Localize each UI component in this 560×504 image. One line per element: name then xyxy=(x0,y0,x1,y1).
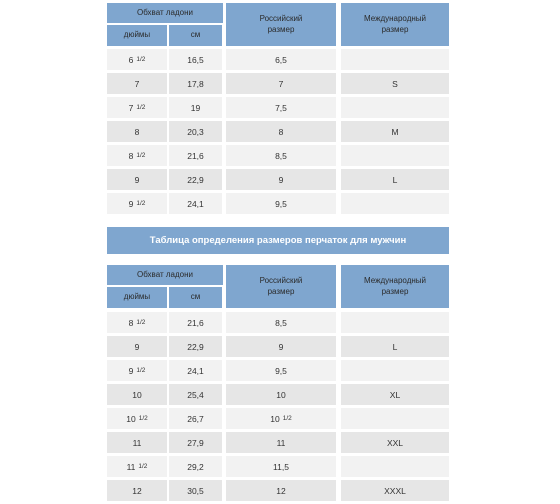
women_table-row-russian-size xyxy=(226,97,336,118)
women_table-russian-size-header: Российский размер xyxy=(226,3,336,46)
men_table-row-inches xyxy=(107,360,167,381)
women_table-row-international-size xyxy=(341,145,449,166)
women_table-row-russian-size xyxy=(226,49,336,70)
women_table-row-russian-size xyxy=(226,145,336,166)
cell-text: 9,5 xyxy=(275,365,287,376)
women_table-row-international-size xyxy=(341,97,449,118)
women_table-row-russian-size xyxy=(226,121,336,142)
men_table-row-inches xyxy=(107,408,167,429)
men_table-row-russian-size xyxy=(226,360,336,381)
cell-text: L xyxy=(392,341,398,352)
men_table-row-russian-size xyxy=(226,408,336,429)
cell-text: 11,5 xyxy=(273,461,289,472)
women_table-row-russian-size xyxy=(226,169,336,190)
cell-fraction: 1/2 xyxy=(138,463,148,470)
cell-fraction: 1/2 xyxy=(136,367,146,374)
men_table-row-cm xyxy=(169,384,222,405)
women_table-row-inches xyxy=(107,121,167,142)
men_table-row-cm xyxy=(169,312,222,333)
cell-text: 9 xyxy=(278,174,284,185)
men_table-row-international-size xyxy=(341,360,449,381)
women_table-row-international-size xyxy=(341,121,449,142)
cell-text: 10 xyxy=(132,389,142,400)
women_table-row-inches xyxy=(107,97,167,118)
cell-text: XXXL xyxy=(384,485,406,496)
cell-text: 25,4 xyxy=(187,389,204,400)
men_table-cm-header: см xyxy=(169,287,222,308)
cell-text: 19 xyxy=(190,102,201,113)
cell-text: 9,5 xyxy=(275,198,287,209)
women_table-row-inches xyxy=(107,49,167,70)
women_table-row-cm xyxy=(169,73,222,94)
cell-text: 7 xyxy=(128,102,134,113)
cell-text: 9 xyxy=(128,365,134,376)
women_table-row-international-size xyxy=(341,49,449,70)
cell-text: 12 xyxy=(132,485,142,496)
cell-text: 9 xyxy=(134,174,140,185)
cell-text: 7,5 xyxy=(275,102,287,113)
cell-text: 11 xyxy=(126,461,136,472)
women_table-row-international-size xyxy=(341,193,449,214)
men_table-row-cm xyxy=(169,480,222,501)
women_table-row-international-size xyxy=(341,73,449,94)
cell-text: 7 xyxy=(278,78,284,89)
cell-text: M xyxy=(391,126,399,137)
cell-text: 6 xyxy=(128,54,134,65)
cell-text: 10 xyxy=(126,413,136,424)
men_table-palm-girth-header: Обхват ладони xyxy=(107,265,223,285)
cell-text: 27,9 xyxy=(187,437,204,448)
women_table-palm-girth-header: Обхват ладони xyxy=(107,3,223,23)
cell-text: 16,5 xyxy=(187,54,204,65)
cell-fraction: 1/2 xyxy=(136,200,146,207)
cell-text: 30,5 xyxy=(187,485,204,496)
cell-text: 8 xyxy=(278,126,284,137)
men_table-row-international-size xyxy=(341,408,449,429)
cell-text: 17,8 xyxy=(187,78,204,89)
cell-text: XL xyxy=(389,389,401,400)
cell-text: S xyxy=(392,78,398,89)
men_table-row-cm xyxy=(169,360,222,381)
men_table-row-inches xyxy=(107,336,167,357)
women_table-row-international-size xyxy=(341,169,449,190)
cell-text: 9 xyxy=(278,341,284,352)
cell-fraction: 1/2 xyxy=(136,56,146,63)
women_table-row-cm xyxy=(169,169,222,190)
cell-text: 22,9 xyxy=(187,174,204,185)
cell-text: 6,5 xyxy=(275,54,287,65)
women_table-row-russian-size xyxy=(226,193,336,214)
cell-text: 24,1 xyxy=(187,198,204,209)
women_table-row-inches xyxy=(107,169,167,190)
men_table-row-inches xyxy=(107,312,167,333)
men_table-row-international-size xyxy=(341,432,449,453)
cell-text: 9 xyxy=(134,341,140,352)
men_table-row-inches xyxy=(107,432,167,453)
men_table-row-inches xyxy=(107,456,167,477)
cell-text: 11 xyxy=(132,437,142,448)
men_table-row-russian-size xyxy=(226,312,336,333)
cell-fraction: 1/2 xyxy=(136,319,146,326)
cell-text: 7 xyxy=(134,78,140,89)
men_table-row-russian-size xyxy=(226,456,336,477)
cell-fraction: 1/2 xyxy=(136,152,146,159)
cell-text: 11 xyxy=(276,437,286,448)
cell-text: 10 xyxy=(276,389,286,400)
men_table-row-international-size xyxy=(341,480,449,501)
cell-text: 22,9 xyxy=(187,341,204,352)
cell-fraction: 1/2 xyxy=(282,415,292,422)
men_table-row-cm xyxy=(169,336,222,357)
cell-text: L xyxy=(392,174,398,185)
men_table-row-cm xyxy=(169,408,222,429)
men_table-inches-header: дюймы xyxy=(107,287,167,308)
cell-text: 24,1 xyxy=(187,365,204,376)
men_table-row-cm xyxy=(169,432,222,453)
cell-text: 8 xyxy=(128,317,134,328)
men_table-international-size-header: Международный размер xyxy=(341,265,449,308)
men_table-row-russian-size xyxy=(226,336,336,357)
cell-text: 29,2 xyxy=(187,461,204,472)
women_table-cm-header: см xyxy=(169,25,222,46)
women_table-row-inches xyxy=(107,73,167,94)
women_table-row-cm xyxy=(169,145,222,166)
men_table-row-russian-size xyxy=(226,432,336,453)
women_table-row-inches xyxy=(107,193,167,214)
men_table-row-international-size xyxy=(341,456,449,477)
cell-text: 8 xyxy=(134,126,140,137)
women_table-row-cm xyxy=(169,193,222,214)
men_table-row-russian-size xyxy=(226,480,336,501)
women_table-row-russian-size xyxy=(226,73,336,94)
women_table-row-cm xyxy=(169,97,222,118)
cell-text: XXL xyxy=(386,437,404,448)
cell-text: 21,6 xyxy=(187,317,204,328)
women_table-row-cm xyxy=(169,121,222,142)
men_table-row-inches xyxy=(107,384,167,405)
cell-text: 9 xyxy=(128,198,134,209)
men_table-row-inches xyxy=(107,480,167,501)
women_table-row-inches xyxy=(107,145,167,166)
cell-fraction: 1/2 xyxy=(138,415,148,422)
cell-text: 8,5 xyxy=(275,317,287,328)
men_table-row-russian-size xyxy=(226,384,336,405)
cell-text: 26,7 xyxy=(187,413,204,424)
men_table-row-international-size xyxy=(341,312,449,333)
cell-text: 21,6 xyxy=(187,150,204,161)
women_table-row-cm xyxy=(169,49,222,70)
cell-text: 12 xyxy=(276,485,286,496)
women_table-international-size-header: Международный размер xyxy=(341,3,449,46)
men_table-row-international-size xyxy=(341,384,449,405)
men_table-row-cm xyxy=(169,456,222,477)
cell-fraction: 1/2 xyxy=(136,104,146,111)
cell-text: 8,5 xyxy=(275,150,287,161)
men_table-russian-size-header: Российский размер xyxy=(226,265,336,308)
cell-text: 20,3 xyxy=(187,126,204,137)
men-table-title: Таблица определения размеров перчаток для мужчин xyxy=(107,227,449,254)
cell-text: 8 xyxy=(128,150,134,161)
cell-text: 10 xyxy=(270,413,280,424)
women_table-inches-header: дюймы xyxy=(107,25,167,46)
men_table-row-international-size xyxy=(341,336,449,357)
